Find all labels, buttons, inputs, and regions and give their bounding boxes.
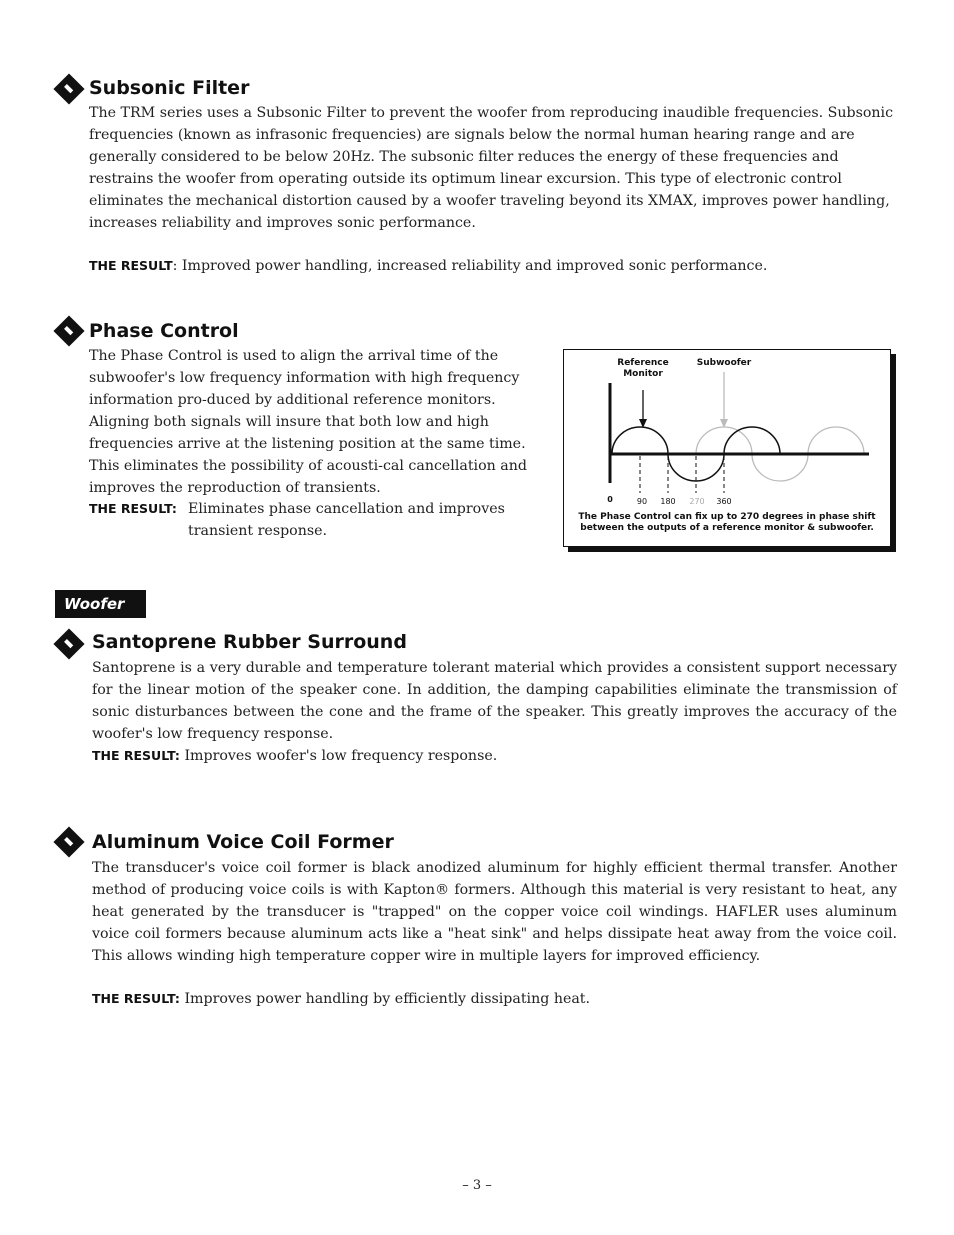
tick-label-0: 0 bbox=[607, 495, 613, 504]
section-heading: Phase Control bbox=[89, 320, 239, 342]
section-body: The Phase Control is used to align the arrival time of the subwoofer's low frequency information with high frequency information pro-duced by additional reference monitors. Aligning both signals will insure that both low and high frequencies arrive at the listening position at the same time. This eliminates the possibility of acousti-cal cancellation and improves the reproduction of transients. bbox=[89, 348, 527, 496]
diamond-bullet-icon bbox=[53, 628, 84, 659]
phase-diagram bbox=[563, 349, 891, 547]
result-label: THE RESULT: bbox=[92, 748, 180, 763]
result-line bbox=[89, 498, 551, 542]
result-text: Improves woofer's low frequency response. bbox=[179, 748, 498, 764]
tick-label-360: 360 bbox=[716, 497, 732, 506]
woofer-section-tag: Woofer bbox=[55, 590, 146, 618]
section-heading: Subsonic Filter bbox=[89, 77, 250, 99]
diamond-bullet-icon bbox=[53, 73, 84, 104]
caption-line: between the outputs of a reference monitor & subwoofer. bbox=[580, 523, 874, 533]
diamond-bullet-icon bbox=[53, 826, 84, 857]
result-line bbox=[92, 745, 897, 767]
caption-line: The Phase Control can fix up to 270 degrees in phase shift bbox=[578, 512, 876, 522]
result-label: THE RESULT: bbox=[92, 991, 180, 1006]
label-reference-monitor: Reference bbox=[617, 358, 669, 368]
page-number: – 3 – bbox=[462, 1178, 492, 1193]
section-heading: Aluminum Voice Coil Former bbox=[92, 831, 394, 853]
label-subwoofer: Subwoofer bbox=[696, 358, 752, 368]
section-heading: Santoprene Rubber Surround bbox=[92, 631, 407, 653]
section-body: The transducer's voice coil former is black anodized aluminum for highly efficient thermal transfer. Another method of producing voice coils is with Kapton® formers. Although this material is very resistant to heat, any heat generated by the transducer is "trapped" on the copper voice coil windings. HAFLER uses aluminum voice coil formers because aluminum acts like a "heat sink" and helps dissipate heat away from the voice coil. This allows winding high temperature copper wire in multiple layers for improved efficiency. bbox=[92, 860, 897, 964]
label-reference-monitor-line2: Monitor bbox=[623, 369, 663, 379]
section-body: The TRM series uses a Subsonic Filter to prevent the woofer from reproducing inaudible frequencies. Subsonic frequencies (known as infrasonic frequencies) are signals below the normal human hearing range and are generally considered to be below 20Hz. The subsonic filter reduces the energy of these frequencies and restrains the woofer from operating outside its optimum linear excursion. This type of electronic control eliminates the mechanical distortion caused by a woofer traveling beyond its XMAX, improves power handling, increases reliability and improves sonic performance. bbox=[89, 105, 894, 231]
tick-label-90: 90 bbox=[636, 497, 648, 506]
result-label: THE RESULT bbox=[89, 258, 173, 273]
result-line bbox=[92, 988, 897, 1010]
result-text: : Improved power handling, increased reliability and improved sonic performance. bbox=[172, 258, 768, 274]
tick-label-270: 270 bbox=[689, 497, 705, 506]
result-line bbox=[89, 255, 897, 277]
diamond-bullet-icon bbox=[53, 315, 84, 346]
tick-label-180: 180 bbox=[660, 497, 676, 506]
figure-caption bbox=[564, 512, 890, 534]
result-text: Improves power handling by efficiently dissipating heat. bbox=[179, 991, 591, 1007]
result-text: Eliminates phase cancellation and improves transient response. bbox=[188, 501, 505, 539]
section-body: Santoprene is a very durable and temperature tolerant material which provides a consistent support necessary for the linear motion of the speaker cone. In addition, the damping capabilities eliminate the transmission of sonic disturbances between the cone and the frame of the speaker. This greatly improves the accuracy of the woofer's low frequency response. bbox=[92, 660, 897, 742]
result-label: THE RESULT: bbox=[89, 501, 177, 516]
